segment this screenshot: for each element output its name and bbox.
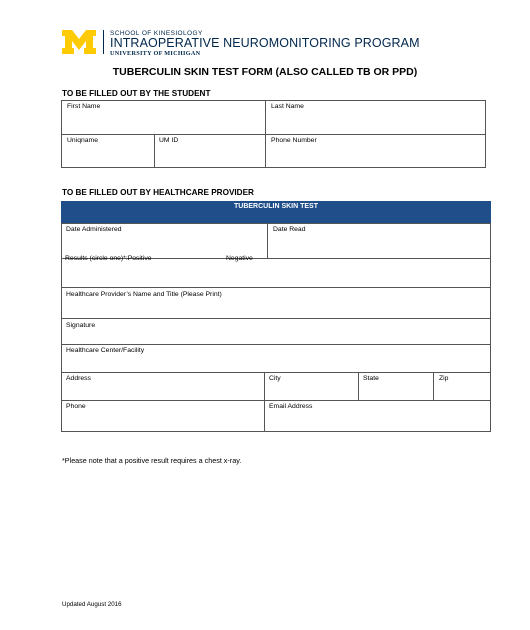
email-label: Email Address — [269, 403, 313, 410]
signature-label: Signature — [66, 322, 96, 329]
school-name: SCHOOL OF KINESIOLOGY — [110, 30, 203, 37]
program-logo — [62, 30, 420, 56]
updated-date-footer: Updated August 2016 — [62, 601, 122, 608]
phone-number-field[interactable] — [266, 135, 485, 167]
student-info-table — [61, 100, 486, 168]
zip-label: Zip — [439, 375, 449, 382]
state-label: State — [363, 375, 379, 382]
form-title: TUBERCULIN SKIN TEST FORM (ALSO CALLED TB OR PPD) — [112, 66, 418, 78]
facility-field[interactable] — [62, 345, 490, 372]
address-label: Address — [66, 375, 91, 382]
chest-xray-note: *Please note that a positive result requires a chest x-ray. — [62, 456, 242, 465]
tb-test-table-header: TUBERCULIN SKIN TEST — [61, 201, 491, 223]
zip-field[interactable] — [434, 373, 490, 400]
um-id-field[interactable] — [155, 135, 265, 167]
program-name: INTRAOPERATIVE NEUROMONITORING PROGRAM — [110, 36, 420, 50]
student-section-heading: TO BE FILLED OUT BY THE STUDENT — [62, 89, 211, 98]
logo-text — [110, 30, 420, 57]
provider-name-field[interactable] — [62, 288, 490, 318]
date-administered-label: Date Administered — [66, 226, 122, 233]
signature-field[interactable] — [62, 319, 490, 344]
address-field[interactable] — [62, 373, 264, 400]
first-name-field[interactable] — [62, 101, 265, 134]
result-negative-option[interactable]: Negative — [226, 255, 253, 262]
results-row — [62, 255, 490, 287]
last-name-label: Last Name — [271, 103, 304, 110]
email-field[interactable] — [265, 401, 490, 431]
logo-divider — [103, 30, 104, 54]
result-positive-option[interactable]: Results (circle one)*:Positive — [65, 255, 152, 262]
city-field[interactable] — [265, 373, 358, 400]
block-m-logo-icon — [62, 30, 96, 54]
phone-label: Phone — [66, 403, 86, 410]
date-read-field[interactable] — [268, 224, 490, 258]
state-field[interactable] — [359, 373, 433, 400]
university-name: UNIVERSITY OF MICHIGAN — [110, 50, 201, 57]
tb-test-table — [61, 223, 491, 432]
facility-label: Healthcare Center/Facility — [66, 347, 145, 354]
uniqname-field[interactable] — [62, 135, 154, 167]
date-administered-field[interactable] — [62, 224, 267, 258]
last-name-field[interactable] — [266, 101, 485, 134]
phone-field[interactable] — [62, 401, 264, 431]
uniqname-label: Uniqname — [67, 137, 98, 144]
provider-name-label: Healthcare Provider’s Name and Title (Please Print) — [66, 291, 222, 298]
provider-section-heading: TO BE FILLED OUT BY HEALTHCARE PROVIDER — [62, 188, 254, 197]
first-name-label: First Name — [67, 103, 101, 110]
um-id-label: UM ID — [159, 137, 179, 144]
city-label: City — [269, 375, 281, 382]
phone-number-label: Phone Number — [271, 137, 317, 144]
date-read-label: Date Read — [273, 226, 306, 233]
